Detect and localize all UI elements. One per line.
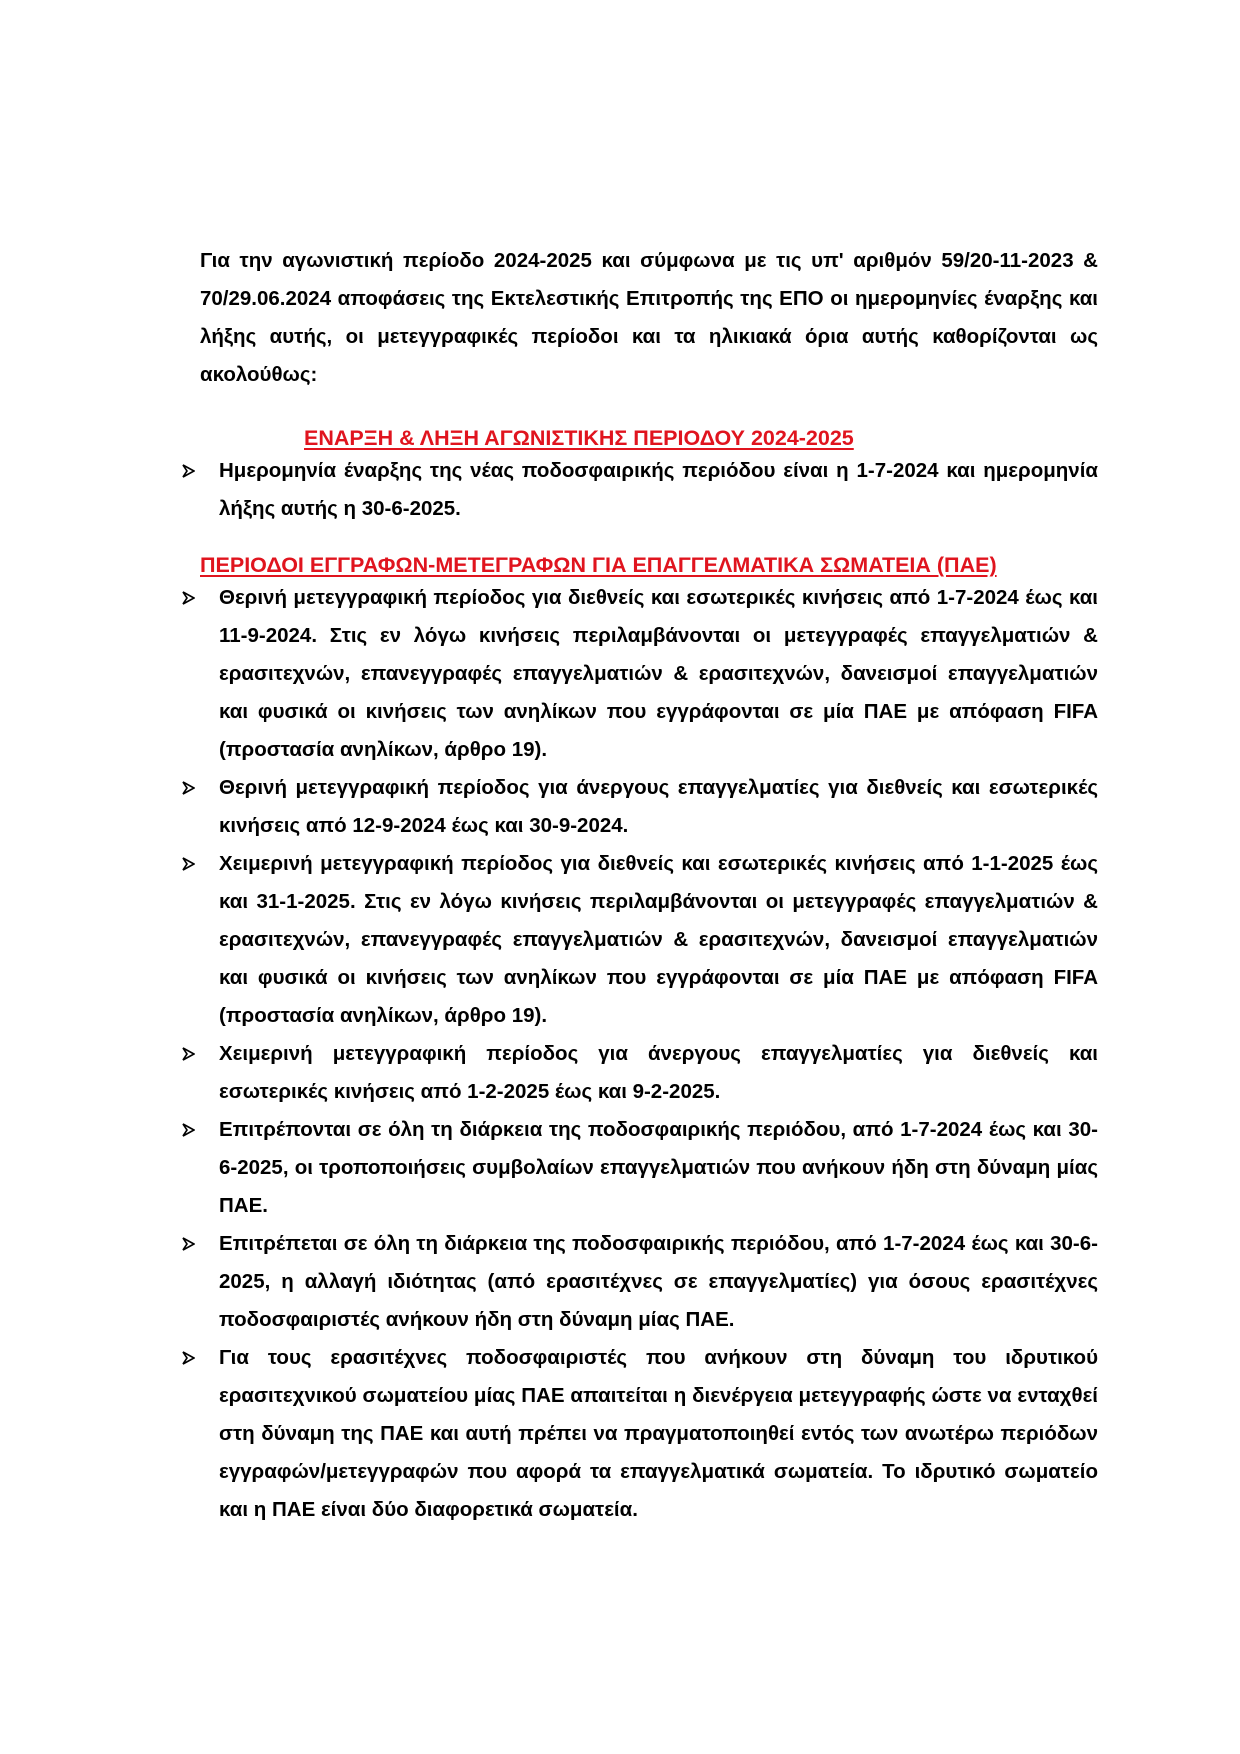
intro-paragraph: Για την αγωνιστική περίοδο 2024-2025 και σύμφωνα με τις υπ' αριθμόν 59/20-11-2023 & 70/29.06.2024 αποφάσεις της Εκτελεστικής Επιτροπής της ΕΠΟ οι ημερομηνίες έναρξης και λήξης αυτής, οι μετεγγραφικές περίοδοι και τα ηλικιακά όρια αυτής καθορίζονται ως ακολούθως:: [200, 249, 1098, 386]
list-item-text: Για τους ερασιτέχνες ποδοσφαιριστές που ανήκουν στη δύναμη του ιδρυτικού ερασιτεχνικού σωματείου μίας ΠΑΕ απαιτείται η διενέργεια μετεγγραφής ώστε να ενταχθεί στη δύναμη της ΠΑΕ και αυτή πρέπει να πραγματοποιηθεί εντός των ανωτέρω περιόδων εγγραφών/μετεγγραφών που αφορά τα επαγγελματικά σωματεία. Το ιδρυτικό σωματείο και η ΠΑΕ είναι δύο διαφορετικά σωματεία.: [219, 1346, 1098, 1521]
list-item-text: Θερινή μετεγγραφική περίοδος για άνεργους επαγγελματίες για διεθνείς και εσωτερικές κινήσεις από 12-9-2024 έως και 30-9-2024.: [219, 776, 1098, 837]
list-item: [200, 1035, 1098, 1111]
arrowhead-bullet-icon: [182, 1225, 200, 1263]
list-item: [200, 1339, 1098, 1529]
arrowhead-bullet-icon: [182, 1339, 200, 1377]
arrowhead-bullet-icon: [182, 1111, 200, 1149]
list-item: [200, 579, 1098, 769]
transfer-periods-list: [200, 579, 1098, 1529]
list-item: [200, 1111, 1098, 1225]
season-dates-list: [200, 452, 1098, 528]
section-heading-season-dates: ΕΝΑΡΞΗ & ΛΗΞΗ ΑΓΩΝΙΣΤΙΚΗΣ ΠΕΡΙΟΔΟΥ 2024-2025: [304, 426, 854, 450]
section-heading-transfer-periods: ΠΕΡΙΟΔΟΙ ΕΓΓΡΑΦΩΝ-ΜΕΤΕΓΡΑΦΩΝ ΓΙΑ ΕΠΑΓΓΕΛΜΑΤΙΚΑ ΣΩΜΑΤΕΙΑ (ΠΑΕ): [200, 553, 997, 577]
list-item: [200, 769, 1098, 845]
list-item: [200, 845, 1098, 1035]
list-item: [200, 1225, 1098, 1339]
arrowhead-bullet-icon: [182, 845, 200, 883]
arrowhead-bullet-icon: [182, 452, 200, 490]
list-item: [200, 452, 1098, 528]
arrowhead-bullet-icon: [182, 1035, 200, 1073]
arrowhead-bullet-icon: [182, 769, 200, 807]
list-item-text: Χειμερινή μετεγγραφική περίοδος για άνεργους επαγγελματίες για διεθνείς και εσωτερικές κινήσεις από 1-2-2025 έως και 9-2-2025.: [219, 1042, 1098, 1103]
document-body: [200, 242, 1098, 1529]
list-item-text: Χειμερινή μετεγγραφική περίοδος για διεθνείς και εσωτερικές κινήσεις από 1-1-2025 έως και 31-1-2025. Στις εν λόγω κινήσεις περιλαμβάνονται οι μετεγγραφές επαγγελματιών & ερασιτεχνών, επανεγγραφές επαγγελματιών & ερασιτεχνών, δανεισμοί επαγγελματιών και φυσικά οι κινήσεις των ανηλίκων που εγγράφονται σε μία ΠΑΕ με απόφαση FIFA (προστασία ανηλίκων, άρθρο 19).: [219, 852, 1098, 1027]
list-item-text: Θερινή μετεγγραφική περίοδος για διεθνείς και εσωτερικές κινήσεις από 1-7-2024 έως και 11-9-2024. Στις εν λόγω κινήσεις περιλαμβάνονται οι μετεγγραφές επαγγελματιών & ερασιτεχνών, επανεγγραφές επαγγελματιών & ερασιτεχνών, δανεισμοί επαγγελματιών και φυσικά οι κινήσεις των ανηλίκων που εγγράφονται σε μία ΠΑΕ με απόφαση FIFA (προστασία ανηλίκων, άρθρο 19).: [219, 586, 1098, 761]
arrowhead-bullet-icon: [182, 579, 200, 617]
list-item-text: Επιτρέπεται σε όλη τη διάρκεια της ποδοσφαιρικής περιόδου, από 1-7-2024 έως και 30-6-2025, η αλλαγή ιδιότητας (από ερασιτέχνες σε επαγγελματίες) για όσους ερασιτέχνες ποδοσφαιριστές ανήκουν ήδη στη δύναμη μίας ΠΑΕ.: [219, 1232, 1098, 1331]
list-item-text: Επιτρέπονται σε όλη τη διάρκεια της ποδοσφαιρικής περιόδου, από 1-7-2024 έως και 30-6-2025, οι τροποποιήσεις συμβολαίων επαγγελματιών που ανήκουν ήδη στη δύναμη μίας ΠΑΕ.: [219, 1118, 1098, 1217]
list-item-text: Ημερομηνία έναρξης της νέας ποδοσφαιρικής περιόδου είναι η 1-7-2024 και ημερομηνία λήξης αυτής η 30-6-2025.: [219, 459, 1098, 520]
